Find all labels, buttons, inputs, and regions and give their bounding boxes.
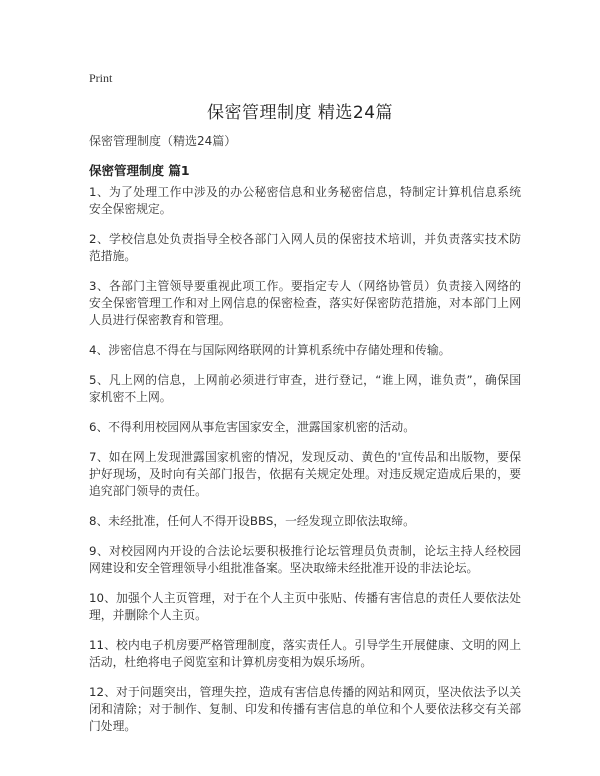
paragraph-1: 1、为了处理工作中涉及的办公秘密信息和业务秘密信息，特制定计算机信息系统安全保密规定。 — [89, 185, 521, 216]
print-link[interactable]: Print — [89, 71, 113, 85]
paragraph-2: 2、学校信息处负责指导全校各部门入网人员的保密技术培训，并负责落实技术防范措施。 — [89, 232, 521, 263]
document-subtitle: 保密管理制度（精选24篇） — [89, 134, 237, 148]
paragraph-5: 5、凡上网的信息，上网前必须进行审查，进行登记，“谁上网，谁负责”，确保国家机密不上网。 — [89, 373, 521, 404]
document-title: 保密管理制度 精选24篇 — [206, 103, 394, 123]
paragraph-12: 12、对于问题突出，管理失控，造成有害信息传播的网站和网页，坚决依法予以关闭和清除；对于制作、复制、印发和传播有害信息的单位和个人要依法移交有关部门处理。 — [89, 685, 521, 733]
paragraph-8: 8、未经批准，任何人不得开设BBS，一经发现立即依法取缔。 — [89, 514, 415, 528]
paragraph-9: 9、对校园网内开设的合法论坛要积极推行论坛管理员负责制，论坛主持人经校园网建设和安全管理领导小组批准备案。坚决取缔未经批准开设的非法论坛。 — [89, 544, 521, 575]
paragraph-10: 10、加强个人主页管理，对于在个人主页中张贴、传播有害信息的责任人要依法处理，并删除个人主页。 — [89, 591, 521, 622]
document-body — [89, 184, 521, 748]
paragraph-3: 3、各部门主管领导要重视此项工作。要指定专人（网络协管员）负责接入网络的安全保密管理工作和对上网信息的保密检查，落实好保密防范措施，对本部门上网人员进行保密教育和管理。 — [89, 279, 521, 327]
paragraph-4: 4、涉密信息不得在与国际网络联网的计算机系统中存储处理和传输。 — [89, 343, 451, 357]
paragraph-11: 11、校内电子机房要严格管理制度，落实责任人。引导学生开展健康、文明的网上活动，杜绝将电子阅览室和计算机房变相为娱乐场所。 — [89, 638, 521, 669]
section-heading: 保密管理制度 篇1 — [89, 163, 190, 178]
paragraph-7: 7、如在网上发现泄露国家机密的情况，发现反动、黄色的'宣传品和出版物，要保护好现场，及时向有关部门报告，依据有关规定处理。对违反规定造成后果的，要追究部门领导的责任。 — [89, 450, 521, 498]
paragraph-6: 6、不得利用校园网从事危害国家安全，泄露国家机密的活动。 — [89, 420, 416, 434]
